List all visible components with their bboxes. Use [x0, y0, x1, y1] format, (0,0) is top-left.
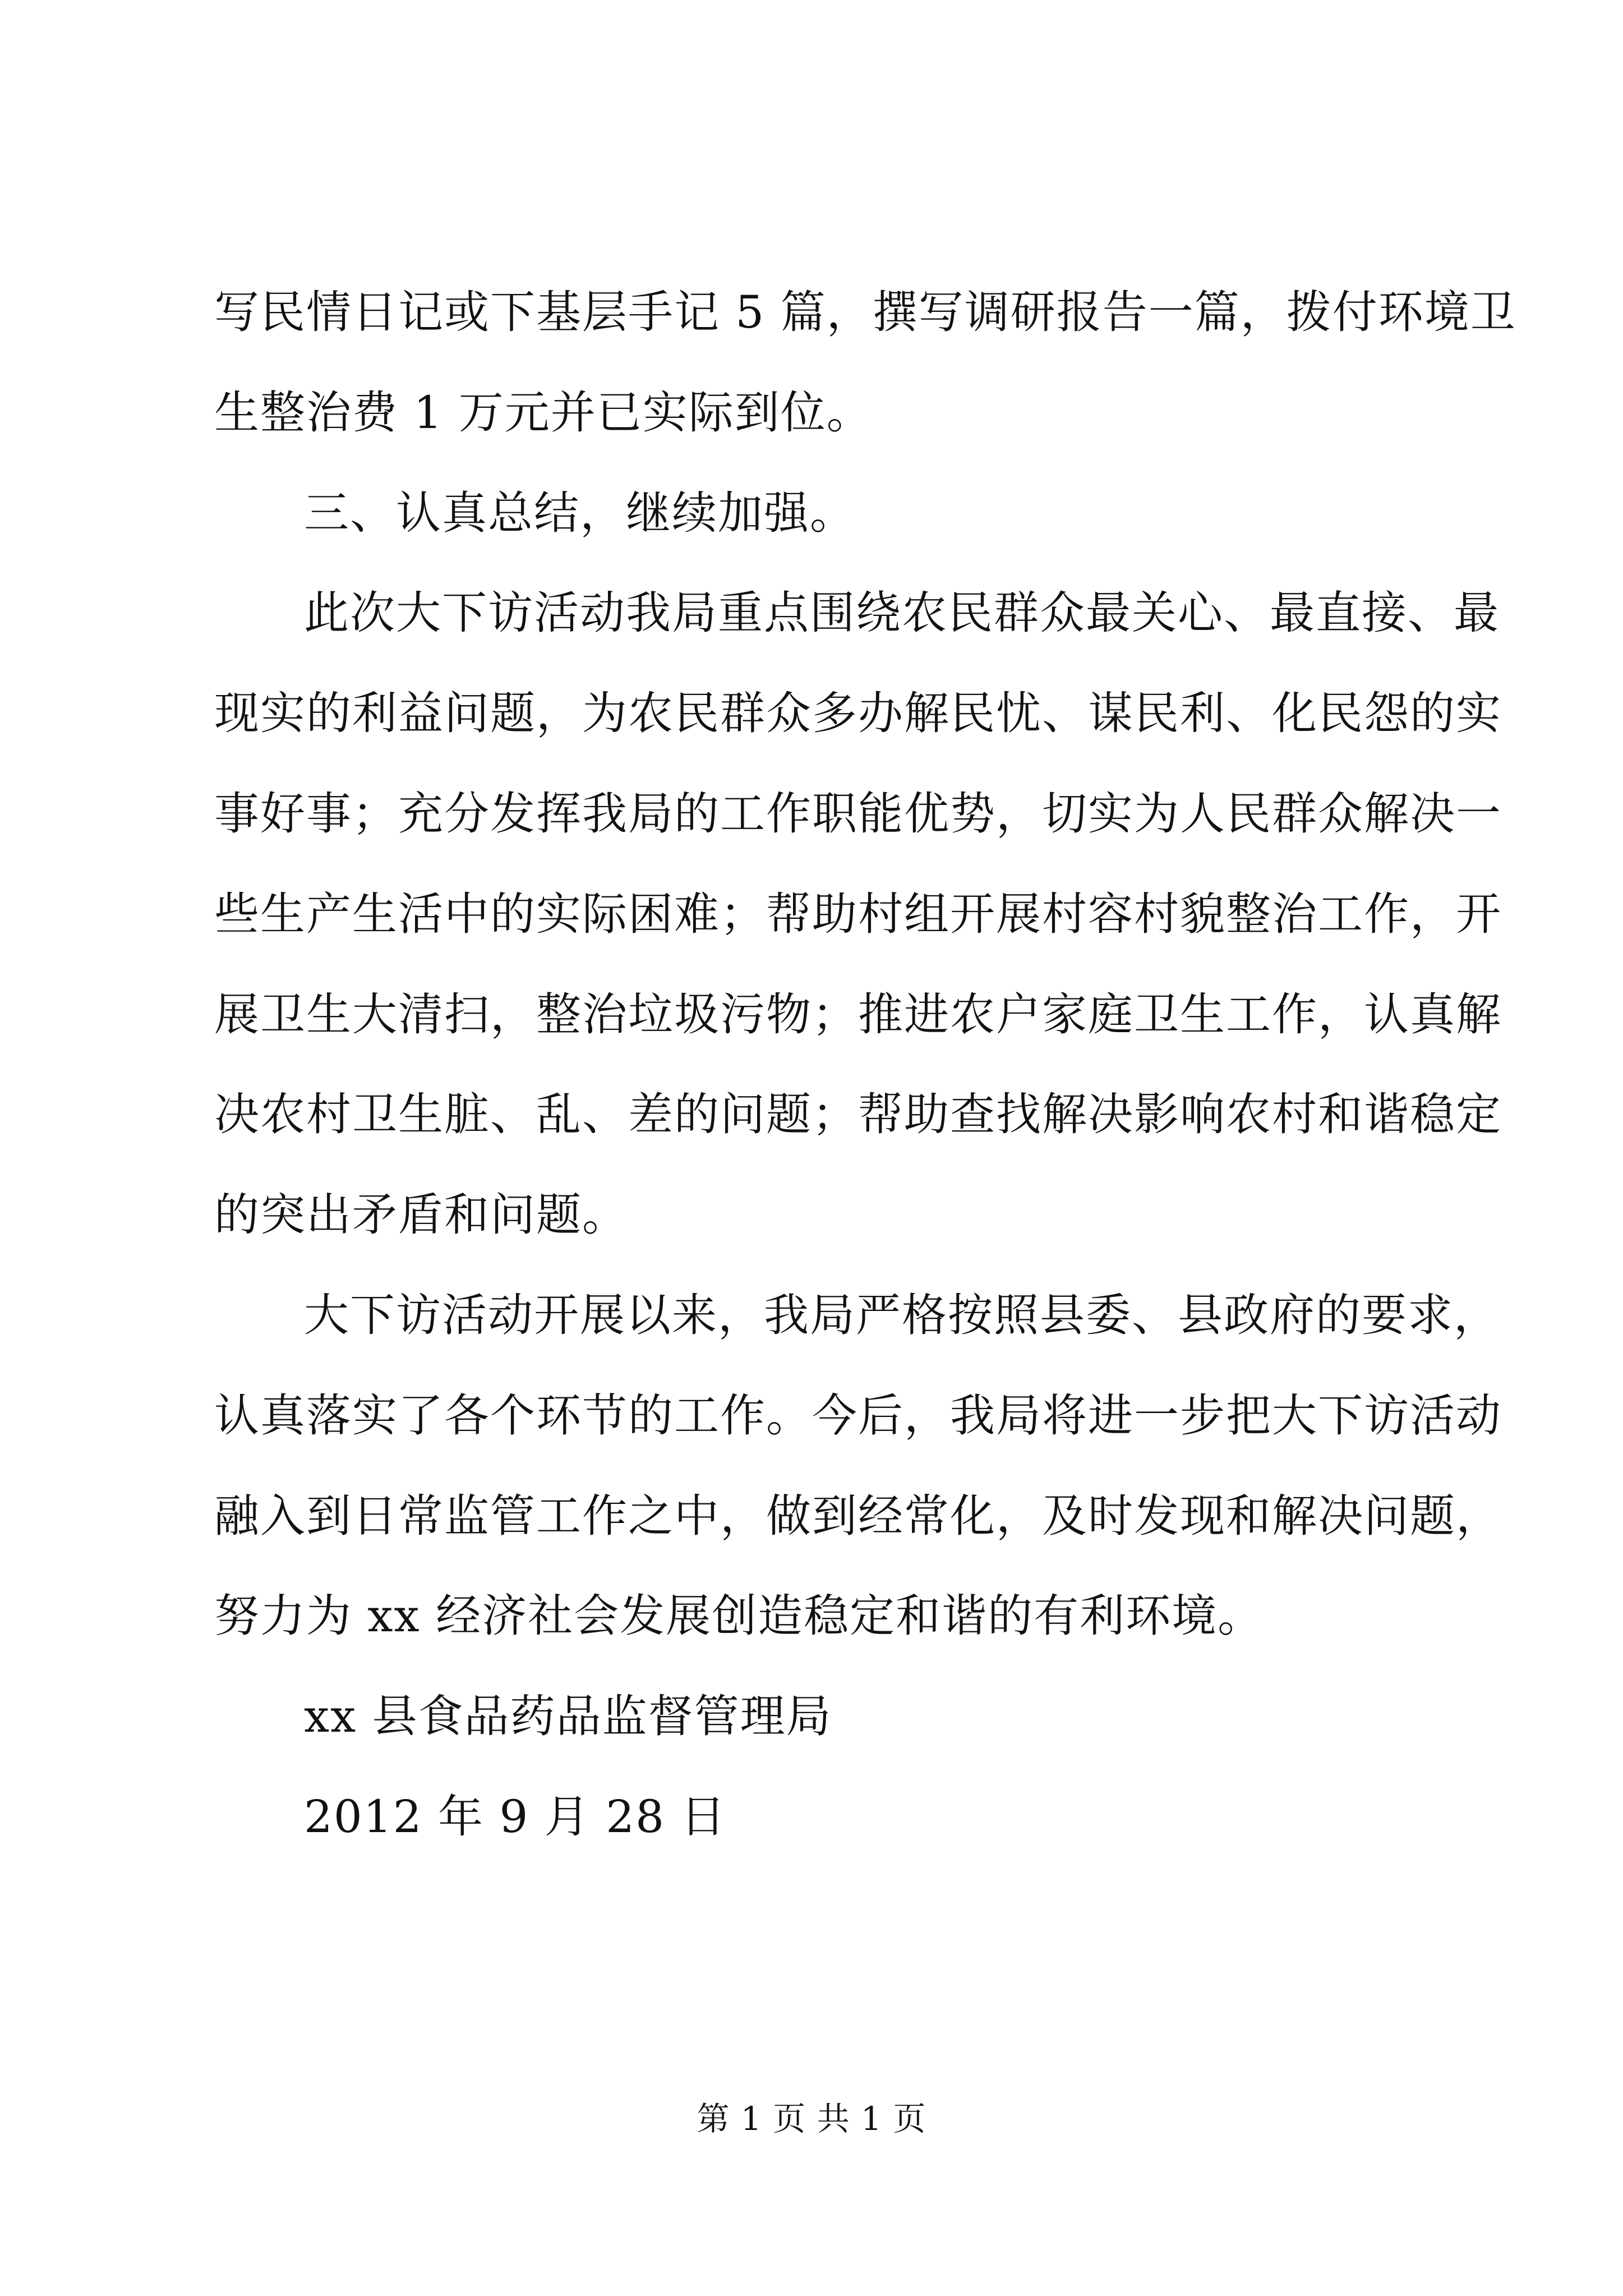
page-number-label: 第 1 页 共 1 页 [697, 2100, 926, 2138]
section-heading: 三、认真总结，继续加强。 [304, 486, 856, 539]
page-footer [0, 2099, 1623, 2138]
body-line: 融入到日常监管工作之中，做到经常化，及时发现和解决问题， [214, 1489, 1502, 1542]
body-line: 的突出矛盾和问题。 [214, 1189, 628, 1241]
body-line: 生整治费 1 万元并已实际到位。 [214, 386, 873, 439]
body-line: 此次大下访活动我局重点围绕农民群众最关心、最直接、最 [304, 587, 1500, 639]
signature-organization: xx 县食品药品监督管理局 [304, 1690, 832, 1743]
body-line: 展卫生大清扫，整治垃圾污物；推进农户家庭卫生工作，认真解 [214, 988, 1502, 1041]
body-line: 现实的利益问题，为农民群众多办解民忧、谋民利、化民怨的实 [214, 687, 1502, 740]
body-line: 些生产生活中的实际困难；帮助村组开展村容村貌整治工作，开 [214, 887, 1502, 940]
body-line: 认真落实了各个环节的工作。今后，我局将进一步把大下访活动 [214, 1389, 1502, 1442]
document-body [214, 263, 1516, 1867]
signature-date: 2012 年 9 月 28 日 [304, 1790, 727, 1843]
body-line: 决农村卫生脏、乱、差的问题；帮助查找解决影响农村和谐稳定 [214, 1088, 1502, 1141]
body-line: 大下访活动开展以来，我局严格按照县委、县政府的要求， [304, 1289, 1500, 1341]
body-line: 努力为 xx 经济社会发展创造稳定和谐的有利环境。 [214, 1590, 1264, 1642]
body-line: 写民情日记或下基层手记 5 篇，撰写调研报告一篇，拨付环境卫 [214, 286, 1516, 338]
body-line: 事好事；充分发挥我局的工作职能优势，切实为人民群众解决一 [214, 787, 1502, 840]
